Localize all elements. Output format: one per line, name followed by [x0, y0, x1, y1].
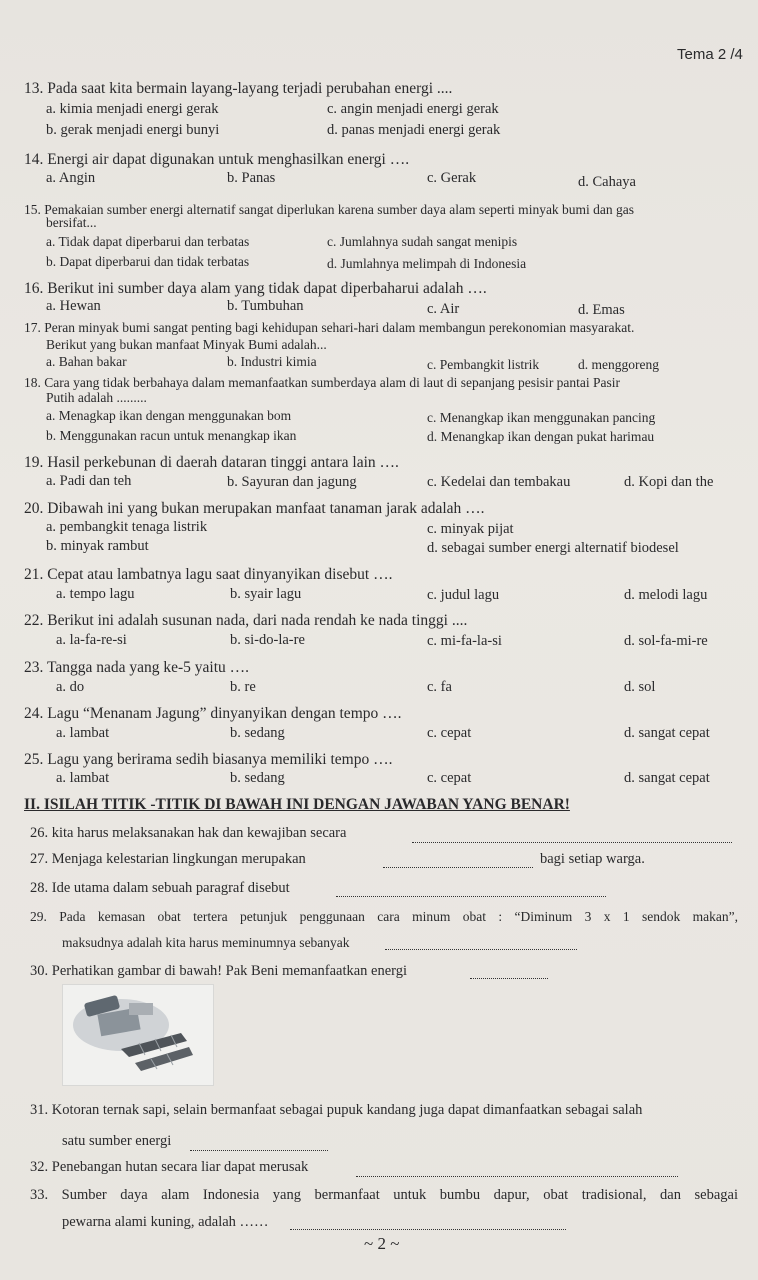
q18-stem-line2: Putih adalah .........	[46, 390, 147, 405]
q27-text-after: bagi setiap warga.	[540, 851, 645, 867]
q22-option-c: c. mi-fa-la-si	[427, 633, 502, 649]
q30-text: 30. Perhatikan gambar di bawah! Pak Beni memanfaatkan energi	[30, 963, 408, 979]
q20-option-d: d. sebagai sumber energi alternatif biodesel	[427, 540, 679, 556]
q23-option-b: b. re	[230, 679, 256, 695]
q16-option-c: c. Air	[427, 301, 460, 317]
q31-line1: 31. Kotoran ternak sapi, selain bermanfaat sebagai pupuk kandang juga dapat dimanfaatkan sebagai salah	[30, 1102, 643, 1118]
q13-stem: 13. Pada saat kita bermain layang-layang terjadi perubahan energi ....	[24, 80, 453, 97]
q25-option-d: d. sangat cepat	[624, 770, 710, 786]
q17-stem-line2: Berikut yang bukan manfaat Minyak Bumi adalah...	[46, 337, 327, 352]
q27-answer-blank[interactable]	[383, 853, 533, 868]
q22-option-a: a. la-fa-re-si	[56, 632, 127, 648]
q25-option-b: b. sedang	[230, 770, 285, 786]
q16-option-a: a. Hewan	[46, 298, 101, 314]
q20-option-b: b. minyak rambut	[46, 538, 149, 554]
q24-option-a: a. lambat	[56, 725, 110, 741]
q22-option-b: b. si-do-la-re	[230, 632, 305, 648]
q18-stem-line1: 18. Cara yang tidak berbahaya dalam memanfaatkan sumberdaya alam di laut di sepanjang pesisir pantai Pasir	[24, 375, 621, 390]
q19-option-a: a. Padi dan teh	[46, 473, 132, 489]
q25-option-a: a. lambat	[56, 770, 110, 786]
q13-option-c: c. angin menjadi energi gerak	[327, 101, 499, 117]
q24-stem: 24. Lagu “Menanam Jagung” dinyanyikan dengan tempo ….	[24, 705, 402, 722]
q24-option-b: b. sedang	[230, 725, 285, 741]
q18-option-c: c. Menangkap ikan menggunakan pancing	[427, 410, 656, 425]
q27-text: 27. Menjaga kelestarian lingkungan merupakan	[30, 851, 306, 867]
q22-stem: 22. Berikut ini adalah susunan nada, dari nada rendah ke nada tinggi ....	[24, 612, 468, 629]
q15-option-a: a. Tidak dapat diperbarui dan terbatas	[46, 234, 250, 249]
q15-stem-line2: bersifat...	[46, 215, 97, 230]
q15-option-d: d. Jumlahnya melimpah di Indonesia	[327, 256, 527, 271]
q33-answer-blank[interactable]	[290, 1215, 566, 1230]
q18-option-a: a. Menagkap ikan dengan menggunakan bom	[46, 408, 292, 423]
q17-option-a: a. Bahan bakar	[46, 354, 127, 369]
q17-option-b: b. Industri kimia	[227, 354, 317, 369]
q15-option-c: c. Jumlahnya sudah sangat menipis	[327, 234, 518, 249]
q19-stem: 19. Hasil perkebunan di daerah dataran tinggi antara lain ….	[24, 454, 399, 471]
q29-line2: maksudnya adalah kita harus meminumnya sebanyak	[62, 935, 350, 950]
q23-option-c: c. fa	[427, 679, 452, 695]
q33-line2: pewarna alami kuning, adalah ……	[62, 1214, 269, 1230]
solar-panel-illustration	[62, 984, 214, 1086]
q14-option-a: a. Angin	[46, 170, 96, 186]
q13-option-a: a. kimia menjadi energi gerak	[46, 101, 219, 117]
q24-option-c: c. cepat	[427, 725, 472, 741]
q16-option-b: b. Tumbuhan	[227, 298, 304, 314]
q15-stem-line1: 15. Pemakaian sumber energi alternatif sangat diperlukan karena sumber daya alam seperti minyak bumi dan gas	[24, 202, 635, 217]
q28-text: 28. Ide utama dalam sebuah paragraf disebut	[30, 880, 290, 896]
q33-line1: 33. Sumber daya alam Indonesia yang bermanfaat untuk bumbu dapur, obat tradisional, dan sebagai	[30, 1187, 738, 1203]
section-2-title: II. ISILAH TITIK -TITIK DI BAWAH INI DENGAN JAWABAN YANG BENAR!	[24, 796, 570, 813]
q20-option-c: c. minyak pijat	[427, 521, 514, 537]
q23-stem: 23. Tangga nada yang ke-5 yaitu ….	[24, 659, 250, 676]
q16-option-d: d. Emas	[578, 302, 625, 318]
q24-option-d: d. sangat cepat	[624, 725, 710, 741]
q19-option-b: b. Sayuran dan jagung	[227, 474, 357, 490]
q17-stem-line1: 17. Peran minyak bumi sangat penting bagi kehidupan sehari-hari dalam membangun perekonomian masyarakat.	[24, 320, 635, 335]
q20-option-a: a. pembangkit tenaga listrik	[46, 519, 208, 535]
q26-answer-blank[interactable]	[412, 828, 732, 843]
q31-answer-blank[interactable]	[190, 1136, 328, 1151]
q29-line1: 29. Pada kemasan obat tertera petunjuk penggunaan cara minum obat : “Diminum 3 x 1 sendok makan”,	[30, 909, 738, 924]
q28-answer-blank[interactable]	[336, 882, 606, 897]
q32-text: 32. Penebangan hutan secara liar dapat merusak	[30, 1159, 309, 1175]
q32-answer-blank[interactable]	[356, 1162, 678, 1177]
q13-option-d: d. panas menjadi energi gerak	[327, 122, 501, 138]
q31-line2: satu sumber energi	[62, 1133, 172, 1149]
q30-answer-blank[interactable]	[470, 964, 548, 979]
q19-option-d: d. Kopi dan the	[624, 474, 714, 490]
q13-option-b: b. gerak menjadi energi bunyi	[46, 122, 220, 138]
q29-answer-blank[interactable]	[385, 935, 577, 950]
q14-option-c: c. Gerak	[427, 170, 477, 186]
q20-stem: 20. Dibawah ini yang bukan merupakan manfaat tanaman jarak adalah ….	[24, 500, 485, 517]
q17-option-d: d. menggoreng	[578, 357, 659, 372]
q25-stem: 25. Lagu yang berirama sedih biasanya memiliki tempo ….	[24, 751, 393, 768]
q14-option-b: b. Panas	[227, 170, 276, 186]
q16-stem: 16. Berikut ini sumber daya alam yang tidak dapat diperbaharui adalah ….	[24, 280, 487, 297]
q23-option-a: a. do	[56, 679, 85, 695]
q25-option-c: c. cepat	[427, 770, 472, 786]
q14-stem: 14. Energi air dapat digunakan untuk menghasilkan energi ….	[24, 151, 410, 168]
q18-option-d: d. Menangkap ikan dengan pukat harimau	[427, 429, 655, 444]
q15-option-b: b. Dapat diperbarui dan tidak terbatas	[46, 254, 250, 269]
q22-option-d: d. sol-fa-mi-re	[624, 633, 708, 649]
header-tema: Tema 2 /4	[677, 46, 743, 63]
q21-option-c: c. judul lagu	[427, 587, 500, 603]
q21-option-b: b. syair lagu	[230, 586, 302, 602]
q21-option-d: d. melodi lagu	[624, 587, 708, 603]
q26-text: 26. kita harus melaksanakan hak dan kewajiban secara	[30, 825, 347, 841]
page-number: ~ 2 ~	[364, 1234, 400, 1253]
q21-option-a: a. tempo lagu	[56, 586, 135, 602]
q17-option-c: c. Pembangkit listrik	[427, 357, 540, 372]
q18-option-b: b. Menggunakan racun untuk menangkap ikan	[46, 428, 297, 443]
q23-option-d: d. sol	[624, 679, 656, 695]
q19-option-c: c. Kedelai dan tembakau	[427, 474, 571, 490]
q21-stem: 21. Cepat atau lambatnya lagu saat dinyanyikan disebut ….	[24, 566, 393, 583]
q14-option-d: d. Cahaya	[578, 174, 636, 190]
